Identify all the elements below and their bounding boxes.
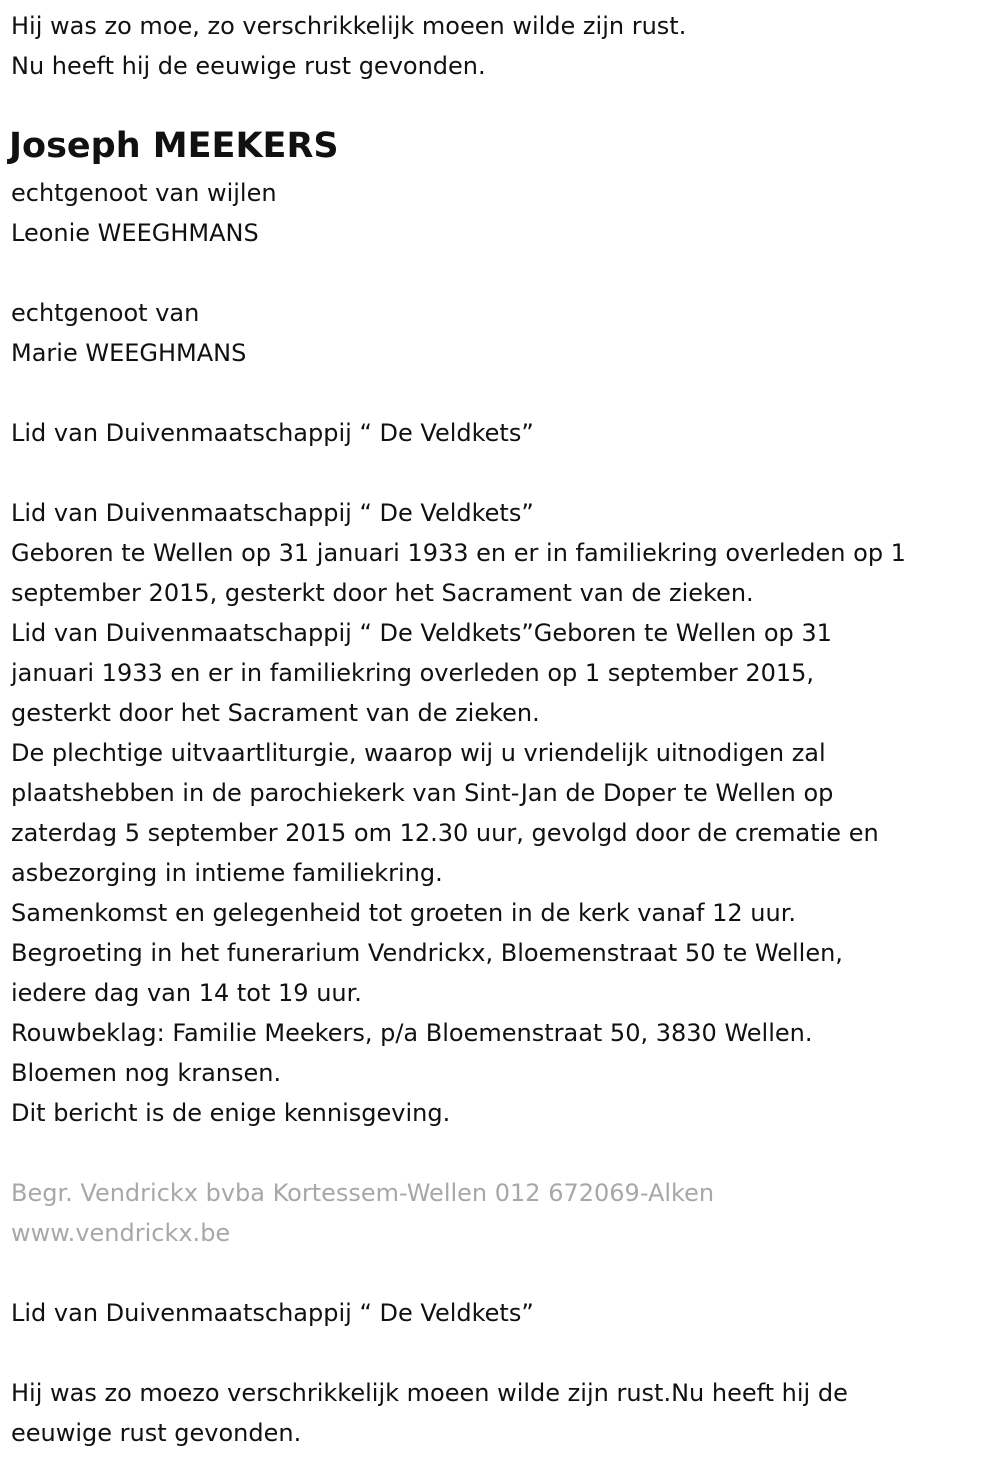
- closing-line-2: eeuwige rust gevonden.: [11, 1419, 302, 1447]
- spouse-late-relation: echtgenoot van wijlen: [11, 179, 277, 207]
- body-line: gesterkt door het Sacrament van de zieken.: [11, 699, 540, 727]
- body-line: Bloemen nog kransen.: [11, 1059, 282, 1087]
- body-line: Begroeting in het funerarium Vendrickx, Bloemenstraat 50 te Wellen,: [11, 939, 843, 967]
- opening-line-1: Hij was zo moe, zo verschrikkelijk moeen wilde zijn rust.: [11, 12, 687, 40]
- undertaker-website: www.vendrickx.be: [11, 1219, 231, 1247]
- body-line: plaatshebben in de parochiekerk van Sint-Jan de Doper te Wellen op: [11, 779, 834, 807]
- body-line: januari 1933 en er in familiekring overleden op 1 september 2015,: [11, 659, 815, 687]
- body-line: Rouwbeklag: Familie Meekers, p/a Bloemenstraat 50, 3830 Wellen.: [11, 1019, 813, 1047]
- body-line: iedere dag van 14 tot 19 uur.: [11, 979, 362, 1007]
- body-line: Lid van Duivenmaatschappij “ De Veldkets”Geboren te Wellen op 31: [11, 619, 832, 647]
- spouse-name: Marie WEEGHMANS: [11, 339, 247, 367]
- body-line: Lid van Duivenmaatschappij “ De Veldkets”: [11, 499, 534, 527]
- opening-line-2: Nu heeft hij de eeuwige rust gevonden.: [11, 52, 486, 80]
- body-line: De plechtige uitvaartliturgie, waarop wij u vriendelijk uitnodigen zal: [11, 739, 826, 767]
- body-line: zaterdag 5 september 2015 om 12.30 uur, gevolgd door de crematie en: [11, 819, 879, 847]
- body-line: september 2015, gesterkt door het Sacrament van de zieken.: [11, 579, 754, 607]
- body-line: Dit bericht is de enige kennisgeving.: [11, 1099, 451, 1127]
- deceased-name: Joseph MEEKERS: [9, 126, 339, 166]
- membership-line: Lid van Duivenmaatschappij “ De Veldkets”: [11, 419, 534, 447]
- spouse-relation: echtgenoot van: [11, 299, 200, 327]
- body-line: Geboren te Wellen op 31 januari 1933 en er in familiekring overleden op 1: [11, 539, 906, 567]
- body-line: asbezorging in intieme familiekring.: [11, 859, 443, 887]
- membership-repeat-line: Lid van Duivenmaatschappij “ De Veldkets”: [11, 1299, 534, 1327]
- spouse-late-name: Leonie WEEGHMANS: [11, 219, 259, 247]
- undertaker-line: Begr. Vendrickx bvba Kortessem-Wellen 012 672069-Alken: [11, 1179, 715, 1207]
- body-line: Samenkomst en gelegenheid tot groeten in de kerk vanaf 12 uur.: [11, 899, 797, 927]
- closing-line-1: Hij was zo moezo verschrikkelijk moeen wilde zijn rust.Nu heeft hij de: [11, 1379, 848, 1407]
